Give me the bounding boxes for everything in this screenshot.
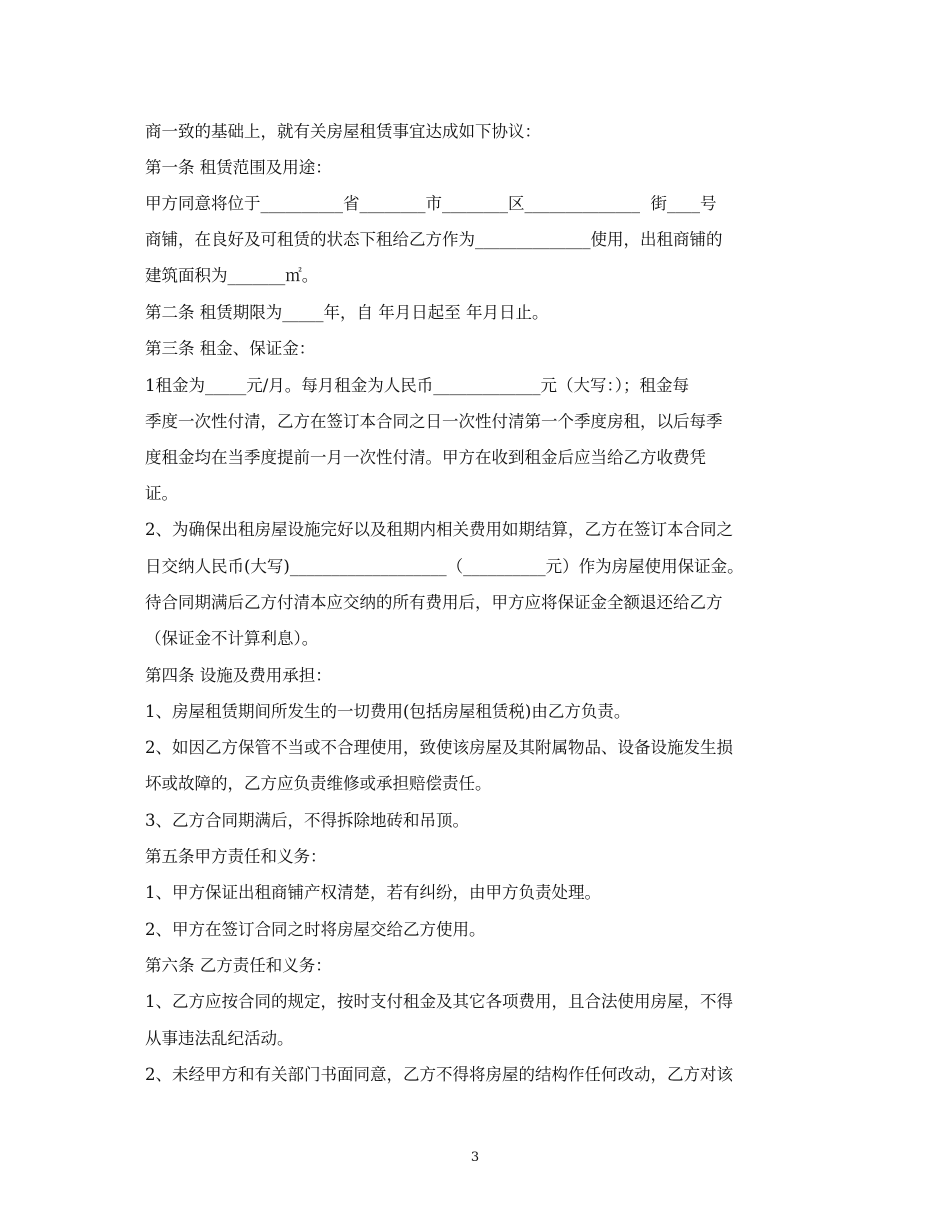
text-line: 2、未经甲方和有关部门书面同意，乙方不得将房屋的结构作任何改动，乙方对该: [145, 1065, 733, 1084]
text-line: 建筑面积为_______㎡。: [145, 266, 319, 285]
text-line: 1租金为_____元/月。每月租金为人民币_____________元（大写：）；租金每: [145, 376, 690, 395]
text-line: 2、甲方在签订合同之时将房屋交给乙方使用。: [145, 920, 486, 939]
text-line: 2、为确保出租房屋设施完好以及租期内相关费用如期结算，乙方在签订本合同之: [145, 520, 733, 539]
section-heading: 第四条 设施及费用承担：: [145, 666, 332, 685]
text-line: 日交纳人民币(大写)___________________（__________元）作为房屋使用保证金。: [145, 557, 744, 576]
text-line: 3、乙方合同期满后，不得拆除地砖和吊顶。: [145, 811, 469, 830]
text-line: 1、甲方保证出租商铺产权清楚，若有纠纷，由甲方负责处理。: [145, 883, 601, 902]
section-heading: 第二条 租赁期限为_____年，自 年月日起至 年月日止。: [145, 303, 549, 322]
text-line: 2、如因乙方保管不当或不合理使用，致使该房屋及其附属物品、设备设施发生损: [145, 738, 733, 757]
text-line: 商铺，在良好及可租赁的状态下租给乙方作为______________使用，出租商铺的: [145, 230, 723, 249]
text-line: 商一致的基础上，就有关房屋租赁事宜达成如下协议：: [145, 122, 541, 141]
text-line: 1、乙方应按合同的规定，按时支付租金及其它各项费用，且合法使用房屋，不得: [145, 992, 733, 1011]
page-number: 3: [470, 1150, 480, 1165]
text-line: 甲方同意将位于__________省________市________区______________ 街____号: [145, 194, 717, 213]
text-line: 坏或故障的，乙方应负责维修或承担赔偿责任。: [145, 774, 492, 793]
text-line: 待合同期满后乙方付清本应交纳的所有费用后，甲方应将保证金全额退还给乙方: [145, 593, 723, 612]
text-line: 度租金均在当季度提前一月一次性付清。甲方在收到租金后应当给乙方收费凭: [145, 448, 706, 467]
text-line: 季度一次性付清，乙方在签订本合同之日一次性付清第一个季度房租，以后每季: [145, 412, 723, 431]
section-heading: 第三条 租金、保证金：: [145, 339, 316, 358]
text-line: 1、房屋租赁期间所发生的一切费用(包括房屋租赁税)由乙方负责。: [145, 702, 631, 721]
text-line: 证。: [145, 484, 178, 503]
text-line: 从事违法乱纪活动。: [145, 1029, 294, 1048]
text-line: （保证金不计算利息）。: [145, 629, 319, 648]
section-heading: 第五条甲方责任和义务：: [145, 847, 327, 866]
section-heading: 第六条 乙方责任和义务：: [145, 956, 332, 975]
section-heading: 第一条 租赁范围及用途：: [145, 158, 332, 177]
